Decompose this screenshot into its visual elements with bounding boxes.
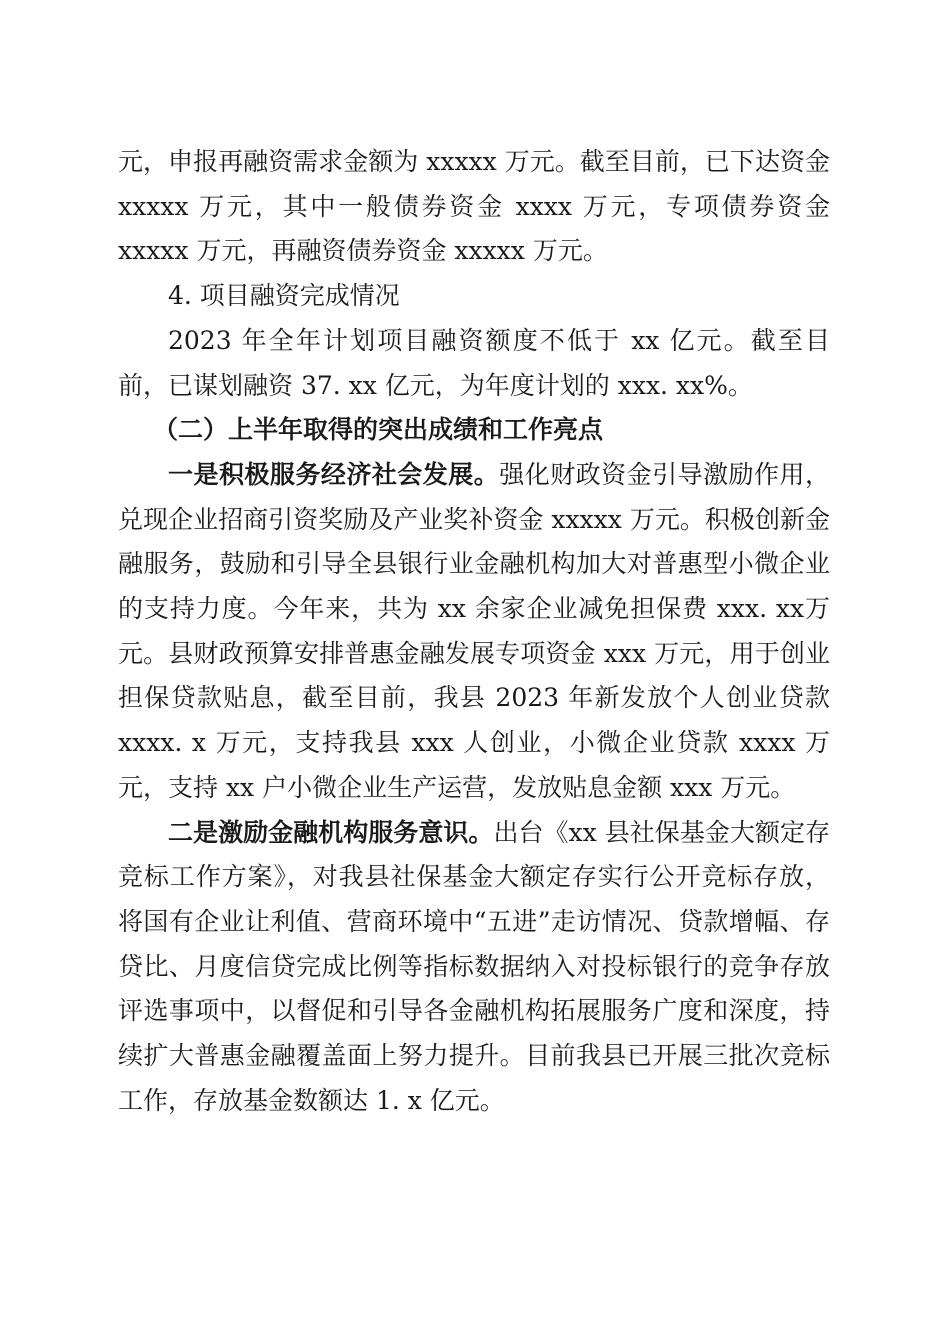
section-title-text: （二）上半年取得的突出成绩和工作亮点 [153,415,604,445]
paragraph-project-financing [118,319,830,408]
paragraph-lead: 二是激励金融机构服务意识。 [168,817,494,847]
paragraph-text: 强化财政资金引导激励作用，兑现企业招商引资奖励及产业奖补资金 xxxxx 万元。积极创新金融服务，鼓励和引导全县银行业金融机构加大对普惠型小微企业的支持力度。今年来，共为 xx 余家企业减免担保费 xxx. xx万元。县财政预算安排普惠金融发展专项资金 xxx 万元，用于创业担保贷款贴息，截至目前，我县 2023 年新发放个人创业贷款 xxxx. x 万元，支持我县 xxx 人创业，小微企业贷款 xxxx 万元，支持 xx 户小微企业生产运营，发放贴息金额 xxx 万元。 [118,459,830,802]
section-title-achievements [118,408,830,453]
paragraph-financial-incentive [118,811,830,1124]
document-page [118,140,830,1123]
subheading-project-financing [118,274,830,319]
subheading-text: 4. 项目融资完成情况 [168,281,400,311]
paragraph-text: 2023 年全年计划项目融资额度不低于 xx 亿元。截至目前，已谋划融资 37. xx 亿元，为年度计划的 xxx. xx%。 [118,325,830,400]
paragraph-debt-funds [118,140,830,274]
paragraph-text: 出台《xx 县社保基金大额定存竞标工作方案》，对我县社保基金大额定存实行公开竞标存放，将国有企业让利值、营商环境中“五进”走访情况、贷款增幅、存贷比、月度信贷完成比例等指标数据纳入对投标银行的竞争存放评选事项中，以督促和引导各金融机构拓展服务广度和深度，持续扩大普惠金融覆盖面上努力提升。目前我县已开展三批次竞标工作，存放基金数额达 1. x 亿元。 [118,817,830,1115]
paragraph-text: 元，申报再融资需求金额为 xxxxx 万元。截至目前，已下达资金 xxxxx 万元，其中一般债券资金 xxxx 万元，专项债券资金xxxxx 万元，再融资债券资金 xxxxx 万元。 [118,147,830,266]
paragraph-lead: 一是积极服务经济社会发展。 [168,459,500,489]
paragraph-economic-service [118,453,830,811]
